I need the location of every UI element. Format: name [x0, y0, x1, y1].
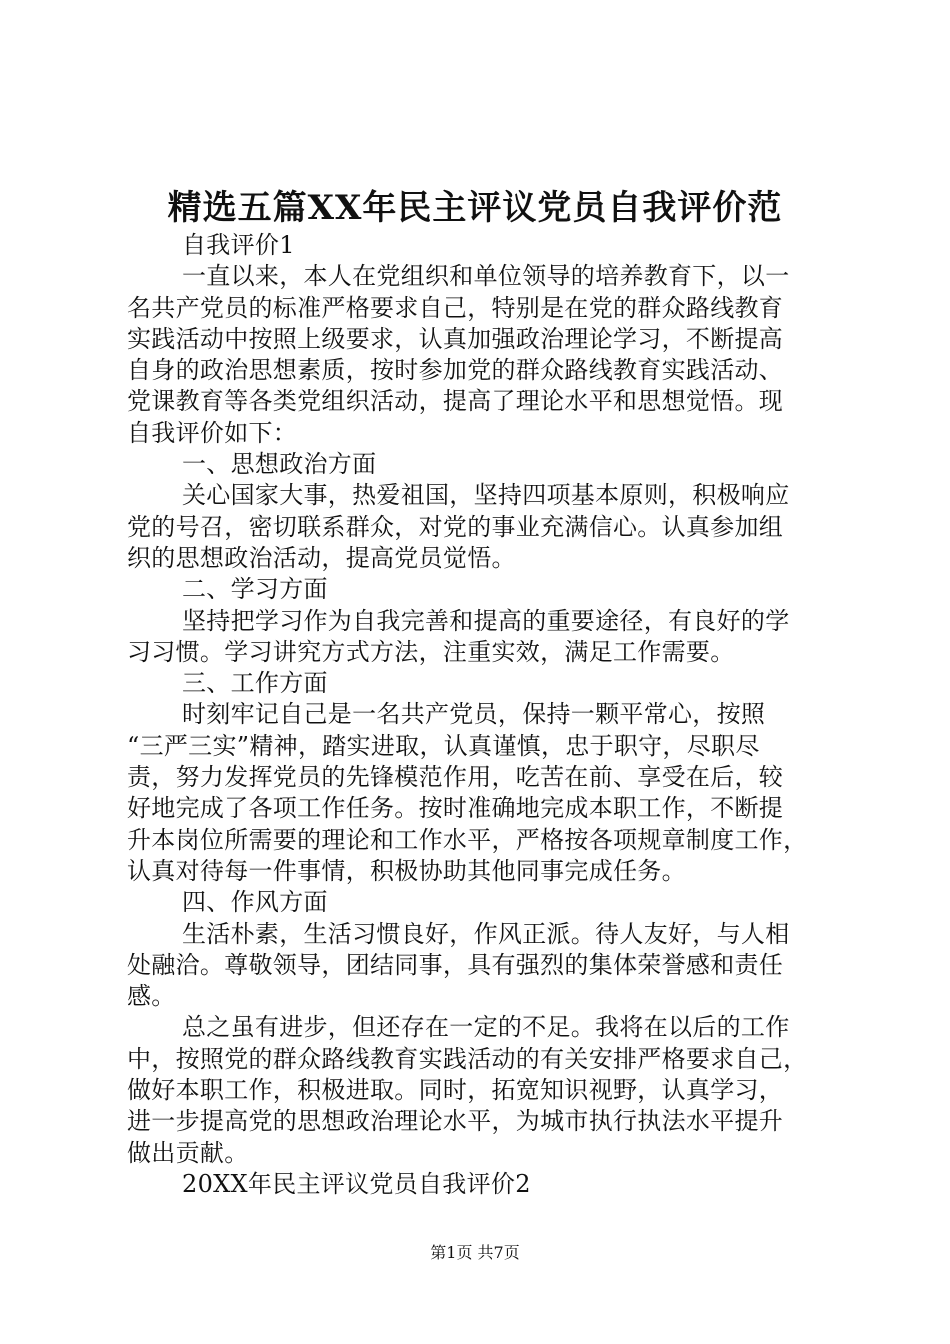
body-text-line: 进一步提高党的思想政治理论水平，为城市执行执法水平提升: [127, 1107, 784, 1136]
page-footer: 第1页 共7页: [430, 1243, 520, 1262]
body-text-line: 生活朴素，生活习惯良好，作风正派。待人友好，与人相: [182, 919, 790, 948]
body-text-line: 名共产党员的标准严格要求自己，特别是在党的群众路线教育: [127, 293, 784, 322]
body-text-line: 自我评价如下：: [127, 418, 298, 447]
body-text-line: 关心国家大事，热爱祖国，坚持四项基本原则，积极响应: [182, 481, 790, 510]
body-text-line: 总之虽有进步，但还存在一定的不足。我将在以后的工作: [182, 1013, 790, 1042]
body-text-line: 二、学习方面: [182, 575, 328, 604]
body-text-line: 认真对待每一件事情，积极协助其他同事完成任务。: [127, 856, 686, 885]
document-body: [127, 230, 827, 1200]
body-text-line: 党的号召，密切联系群众，对党的事业充满信心。认真参加组: [127, 512, 784, 541]
body-text-line: 好地完成了各项工作任务。按时准确地完成本职工作，不断提: [127, 794, 784, 823]
body-text-line: 时刻牢记自己是一名共产党员，保持一颗平常心，按照: [182, 700, 766, 729]
body-text-line: 三、工作方面: [182, 669, 328, 698]
body-text-line: 一、思想政治方面: [182, 450, 377, 479]
body-text-line: 责，努力发挥党员的先锋模范作用，吃苦在前、享受在后，较: [127, 763, 784, 792]
body-text-line: 中，按照党的群众路线教育实践活动的有关安排严格要求自己，: [127, 1044, 808, 1073]
body-text-line: 感。: [127, 982, 176, 1011]
body-text-line: 一直以来，本人在党组织和单位领导的培养教育下，以一: [182, 262, 790, 291]
body-text-line: 20XX年民主评议党员自我评价2: [182, 1169, 531, 1198]
body-text-line: 党课教育等各类党组织活动，提高了理论水平和思想觉悟。现: [127, 387, 784, 416]
body-text-line: 习习惯。学习讲究方式方法，注重实效，满足工作需要。: [127, 637, 735, 666]
body-text-line: 织的思想政治活动，提高党员觉悟。: [127, 543, 516, 572]
body-text-line: 自我评价1: [182, 231, 295, 259]
body-text-line: 处融洽。尊敬领导，团结同事，具有强烈的集体荣誉感和责任: [127, 950, 784, 979]
body-text-line: 四、作风方面: [182, 888, 328, 917]
body-text-line: 做出贡献。: [127, 1138, 249, 1167]
body-text-line: 做好本职工作，积极进取。同时，拓宽知识视野，认真学习，: [127, 1076, 784, 1105]
document-title: 精选五篇XX年民主评议党员自我评价范: [167, 188, 783, 228]
body-text-line: 自身的政治思想素质，按时参加党的群众路线教育实践活动、: [127, 356, 784, 385]
body-text-line: “三严三实”精神，踏实进取，认真谨慎，忠于职守，尽职尽: [127, 731, 760, 760]
body-text-line: 实践活动中按照上级要求，认真加强政治理论学习，不断提高: [127, 324, 784, 353]
body-text-line: 升本岗位所需要的理论和工作水平，严格按各项规章制度工作，: [127, 825, 808, 854]
body-text-line: 坚持把学习作为自我完善和提高的重要途径，有良好的学: [182, 606, 790, 635]
